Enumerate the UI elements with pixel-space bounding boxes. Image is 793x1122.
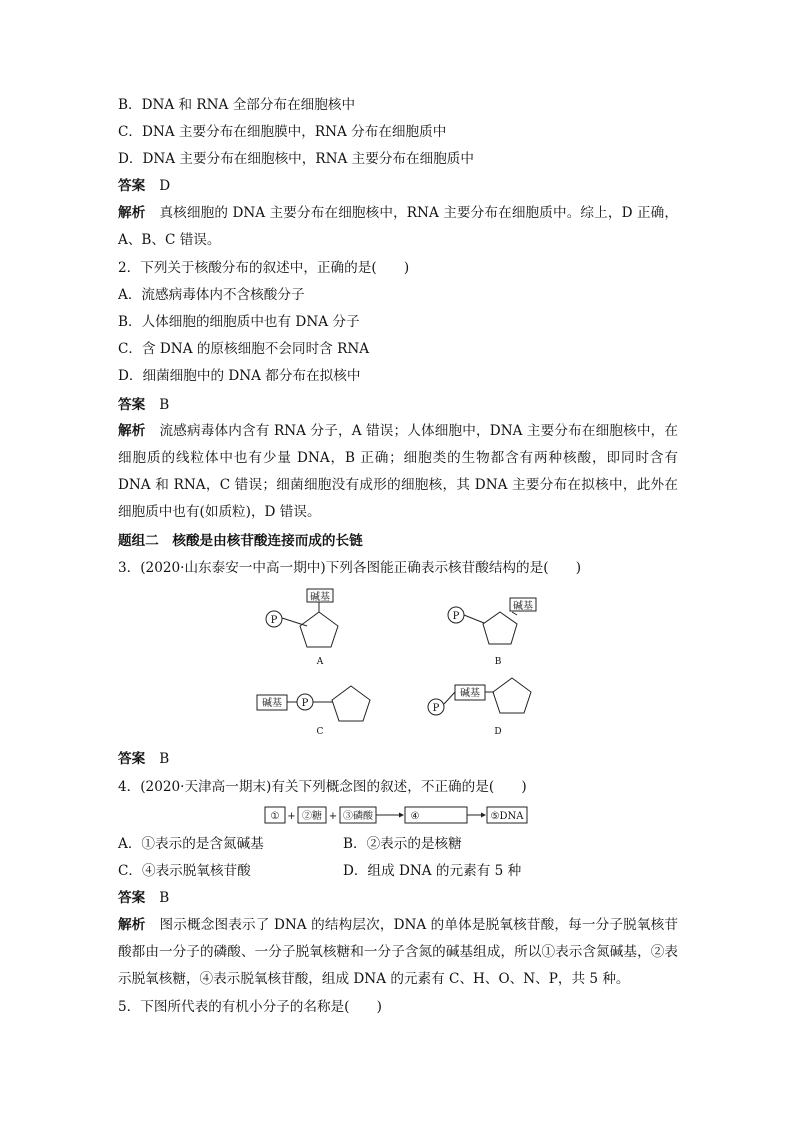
q1-analysis-text: 真核细胞的 DNA 主要分布在细胞核中，RNA 主要分布在细胞质中。综上，D 正确，A、B、C 错误。 [118, 205, 678, 248]
q2-option-b: B．人体细胞的细胞质中也有 DNA 分子 [118, 314, 360, 330]
q2-answer: B [159, 397, 170, 413]
nucleotide-figure [0, 582, 793, 742]
analysis-label: 解析 [118, 205, 146, 221]
concept-box-2-label: ②糖 [302, 811, 322, 822]
q2-option-a: A．流感病毒体内不含核酸分子 [118, 287, 305, 303]
answer-label: 答案 [118, 397, 146, 413]
phosphate-label: P [452, 611, 460, 622]
concept-box-4-label: ④ [410, 811, 420, 822]
q3-answer-line [118, 750, 169, 768]
q1-option-d: D．DNA 主要分布在细胞核中，RNA 主要分布在细胞质中 [118, 151, 474, 167]
q4-analysis [118, 912, 678, 993]
group2-title: 题组二 核酸是由核苷酸连接而成的长链 [118, 533, 363, 549]
q4-answer-line [118, 889, 169, 907]
pentose-sugar [483, 612, 517, 644]
q2-stem: 2．下列关于核酸分布的叙述中，正确的是( ) [118, 260, 410, 276]
phosphate-label: P [270, 615, 278, 626]
q4-option-c: C．④表示脱氧核苷酸 [118, 863, 251, 879]
answer-label: 答案 [118, 178, 146, 194]
concept-box-3-label: ③磷酸 [343, 811, 373, 822]
option-label: D [494, 727, 502, 737]
q4-analysis-text: 图示概念图表示了 DNA 的结构层次，DNA 的单体是脱氧核苷酸，每一分子脱氧核苷酸都由一分子的磷酸、一分子脱氧核糖和一分子含氮的碱基组成，所以①表示含氮碱基，②表示脱氧核糖，④表示脱氧核苷酸，组成 DNA 的元素有 C、H、O、N、P，共 5 种。 [118, 917, 678, 987]
q1-answer: D [159, 178, 171, 194]
plus-sign: + [287, 811, 296, 822]
pentose-sugar [493, 678, 531, 713]
option-label: C [316, 727, 324, 737]
concept-map [0, 805, 793, 829]
q1-answer-line [118, 177, 170, 195]
q1-option-b: B．DNA 和 RNA 全部分布在细胞核中 [118, 97, 356, 113]
q4-option-b: B．②表示的是核糖 [343, 836, 462, 852]
q2-answer-line [118, 396, 169, 414]
q1-option-c: C．DNA 主要分布在细胞膜中，RNA 分布在细胞质中 [118, 124, 447, 140]
q2-option-c: C．含 DNA 的原核细胞不会同时含 RNA [118, 341, 370, 357]
q2-analysis-text: 流感病毒体内含有 RNA 分子，A 错误；人体细胞中，DNA 主要分布在细胞核中，在细胞质的线粒体中也有少量 DNA，B 正确；细胞类的生物都含有两种核酸，即同时含有 DNA 和 RNA，C 错误；细菌细胞没有成形的细胞核，其 DNA 主要分布在拟核中，此外在细胞质中也有(如质粒)，D 错误。 [118, 423, 679, 520]
arrow-head [399, 813, 404, 818]
base-label: 碱基 [262, 698, 282, 709]
q4-stem: 4．(2020·天津高一期末)有关下列概念图的叙述，不正确的是( ) [118, 779, 527, 795]
plus-sign: + [328, 811, 338, 822]
option-label: A [316, 657, 324, 667]
phosphate-label: P [432, 703, 440, 714]
base-label: 碱基 [513, 601, 533, 612]
concept-box-5-label: ⑤DNA [490, 811, 524, 822]
q2-option-d: D．细菌细胞中的 DNA 都分布在拟核中 [118, 368, 361, 384]
q3-answer: B [159, 751, 170, 767]
q1-analysis [118, 200, 678, 254]
concept-box-1-label: ① [270, 811, 280, 822]
q2-analysis [118, 418, 678, 526]
base-label: 碱基 [460, 688, 480, 699]
analysis-label: 解析 [118, 423, 146, 439]
q5-stem: 5．下图所代表的有机小分子的名称是( ) [118, 999, 382, 1015]
q4-option-d: D．组成 DNA 的元素有 5 种 [343, 863, 522, 879]
arrow-head [481, 813, 486, 818]
q4-answer: B [159, 890, 170, 906]
base-label: 碱基 [310, 592, 330, 603]
q3-stem: 3．(2020·山东泰安一中高一期中)下列各图能正确表示核苷酸结构的是( ) [118, 560, 581, 576]
pentose-sugar [332, 686, 370, 721]
q4-option-a: A．①表示的是含氮碱基 [118, 836, 264, 852]
answer-label: 答案 [118, 751, 146, 767]
analysis-label: 解析 [118, 917, 146, 933]
option-label: B [494, 657, 502, 667]
answer-label: 答案 [118, 890, 146, 906]
phosphate-label: P [301, 698, 309, 709]
pentose-sugar [300, 612, 338, 647]
